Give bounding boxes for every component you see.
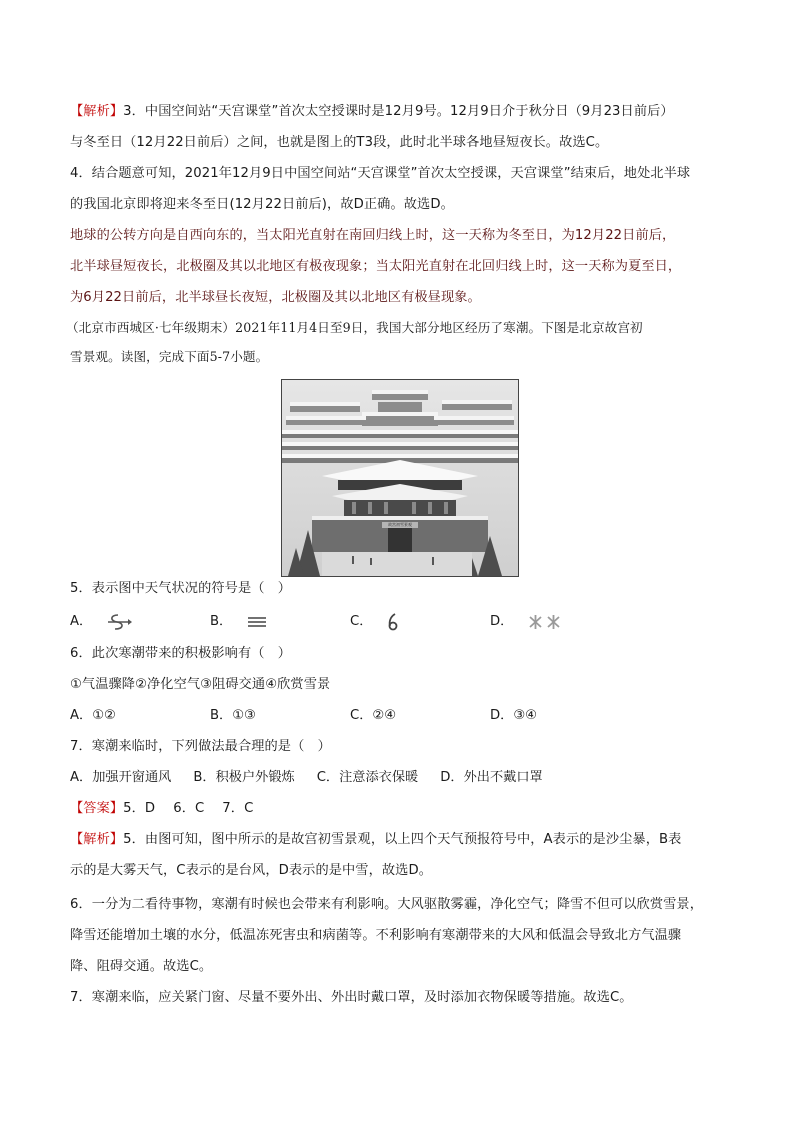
analysis2-line-6: 7．寒潮来临，应关紧门窗、尽量不要外出、外出时戴口罩，及时添加衣物保暖等措施。故选C。 <box>70 990 633 1005</box>
moderate-snow-icon <box>527 614 563 630</box>
analysis-line-7: 为6月22日前后，北半球昼长夜短，北极圈及其以北地区有极昼现象。 <box>70 290 481 305</box>
q7-options <box>70 762 730 793</box>
q6-stem: 6．此次寒潮带来的积极影响有（ ） <box>70 646 292 661</box>
analysis2-line-2: 示的是大雾天气，C表示的是台风，D表示的是中雪，故选D。 <box>70 863 433 878</box>
q6-option-a[interactable]: A．①② <box>70 708 116 723</box>
q5-option-d[interactable]: D． <box>490 604 630 640</box>
q6-option-b[interactable]: B．①③ <box>210 708 256 723</box>
analysis2-line-4: 降雪还能增加土壤的水分，低温冻死害虫和病菌等。不利影响有寒潮带来的大风和低温会导致北方气温骤 <box>70 928 682 943</box>
forbidden-city-snow-photo <box>281 379 519 577</box>
figure <box>70 371 730 581</box>
analysis-line-1: 【解析】3．中国空间站“天宫课堂”首次太空授课时是12月9号。12月9日介于秋分日（9月23日前后） <box>70 104 674 119</box>
analysis2-line-3: 6．一分为二看待事物，寒潮有时候也会带来有利影响。大风驱散雾霾，净化空气；降雪不但可以欣赏雪景， <box>70 897 703 912</box>
photo-caption: 故宫初雪景观 <box>388 522 412 527</box>
q6-items: ①气温骤降②净化空气③阻碍交通④欣赏雪景 <box>70 677 331 692</box>
analysis-line-2: 与冬至日（12月22日前后）之间，也就是图上的T3段，此时北半球各地昼短夜长。故选C。 <box>70 135 609 150</box>
q7-option-b[interactable]: B．积极户外锻炼 <box>193 770 295 785</box>
q5-stem: 5．表示图中天气状况的符号是（ ） <box>70 581 292 596</box>
answer-6: 6．C <box>173 801 205 816</box>
answer-label: 【答案】 <box>70 801 124 816</box>
q6-options <box>70 700 730 731</box>
intro-line-1: （北京市西城区·七年级期末）2021年11月4日至9日，我国大部分地区经历了寒潮。下图是北京故宫初 <box>66 320 643 335</box>
analysis2-line-5: 降、阻碍交通。故选C。 <box>70 959 213 974</box>
q5-option-b[interactable]: B． <box>210 604 350 640</box>
analysis-line-4: 的我国北京即将迎来冬至日(12月22日前后)，故D正确。故选D。 <box>70 197 454 212</box>
q7-option-d[interactable]: D．外出不戴口罩 <box>440 770 543 785</box>
fog-icon <box>246 615 268 629</box>
sandstorm-icon <box>106 613 132 631</box>
answer-5: 5．D <box>123 801 156 816</box>
answer-7: 7．C <box>222 801 254 816</box>
q7-option-a[interactable]: A．加强开窗通风 <box>70 770 172 785</box>
q5-options <box>70 604 730 640</box>
document-page <box>66 96 730 1013</box>
answer-line <box>70 793 730 824</box>
analysis-label: 【解析】 <box>70 104 124 119</box>
typhoon-icon <box>386 612 400 632</box>
q7-stem: 7．寒潮来临时，下列做法最合理的是（ ） <box>70 739 331 754</box>
analysis2-line-1: 【解析】5．由图可知，图中所示的是故宫初雪景观，以上四个天气预报符号中，A表示的是沙尘暴，B表 <box>70 832 682 847</box>
analysis-line-5: 地球的公转方向是自西向东的，当太阳光直射在南回归线上时，这一天称为冬至日，为12月22日前后， <box>70 228 676 243</box>
q6-option-c[interactable]: C．②④ <box>350 708 397 723</box>
analysis-line-6: 北半球昼短夜长，北极圈及其以北地区有极夜现象；当太阳光直射在北回归线上时，这一天称为夏至日， <box>70 259 682 274</box>
q5-option-c[interactable]: C． <box>350 604 490 640</box>
analysis2-label: 【解析】 <box>70 832 124 847</box>
q7-option-c[interactable]: C．注意添衣保暖 <box>316 770 419 785</box>
intro-line-2: 雪景观。读图，完成下面5-7小题。 <box>70 349 269 364</box>
q6-option-d[interactable]: D．③④ <box>490 708 537 723</box>
analysis-line-3: 4．结合题意可知，2021年12月9日中国空间站“天宫课堂”首次太空授课，天宫课堂”结束后，地处北半球 <box>70 166 691 181</box>
q5-option-a[interactable]: A． <box>70 604 210 640</box>
